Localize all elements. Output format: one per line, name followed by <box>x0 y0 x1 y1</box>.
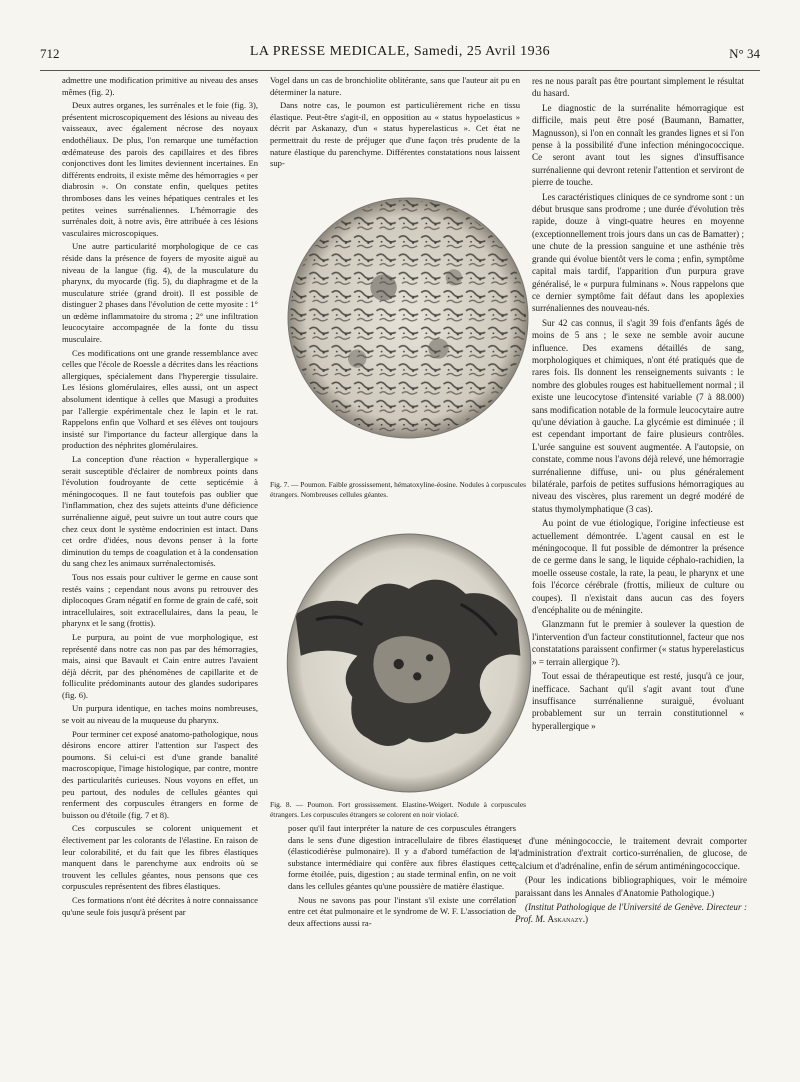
paragraph: Dans notre cas, le poumon est particulièrement riche en tissu élastique. Peut-être s'agit-il, en opposition au « status hypoelasticus » décrit par Askanazy, d'un « status hyperelasticus ». Cet état ne permettrait du reste de préjuger que d'une façon très prudente de la nature élastique du parenchyme. Différentes constatations nous laissent sup- <box>270 100 520 169</box>
journal-title: LA PRESSE MEDICALE, Samedi, 25 Avril 1936 <box>249 44 551 59</box>
paragraph: Au point de vue étiologique, l'origine infectieuse est actuellement démontrée. L'agent causal en est le méningocoque. Il fut possible de démontrer la présence de ce germe dans le sang, le liquide céphalo-rachidien, la moelle osseuse costale, la rate, la peau, le pharynx et une fois l'écorce cérébrale (frottis, milieux de culture ou coupes). Il n'existait dans aucun cas des foyers d'encéphalite ou de méningite. <box>532 518 744 616</box>
paragraph: Une autre particularité morphologique de ce cas réside dans la présence de foyers de myosite aiguë au niveau de la langue (fig. 4), de la musculature du pharynx, du myocarde (fig. 5), du diaphragme et de la musculature striée (grand droit). Il est possible de distinguer 2 phases dans l'évolution de cette myosite : 1° un œdème inflammatoire du stroma ; 2° une infiltration leucocytaire accompagnée de la fonte du tissu musculaire. <box>62 241 258 345</box>
issue-number: N° 34 <box>729 46 760 61</box>
paragraph: Vogel dans un cas de bronchiolite oblitérante, sans que l'auteur ait pu en déterminer la nature. <box>270 75 520 97</box>
paragraph: Le diagnostic de la surrénalite hémorragique est difficile, mais peut être posé (Baumann, Bamatter, Magnusson), si l'on en connaît les grandes lignes et si l'on pense à la possibilité d'une infection méningococcique. Ce seront avant tout les signes d'insuffisance surrénalienne qui devront retenir l'attention et serviront de pierre de touche. <box>532 102 744 188</box>
paragraph: Tout essai de thérapeutique est resté, jusqu'à ce jour, inefficace. Sachant qu'il s'agit avant tout d'une insuffisance surrénalienne suraiguë, évoluant probablement sur un terrain constitutionnel « hyperallergique » <box>532 671 744 731</box>
paragraph: Glanzmann fut le premier à soulever la question de l'intervention d'un facteur constitutionnel, facteur que nos constatations paraissent confirmer (« status hyperelasticus » = terrain allergique ?). <box>532 619 744 667</box>
paragraph: et d'une méningococcie, le traitement devrait comporter l'administration d'extrait cortico-surrénalien, de glucose, de calcium et d'adrénaline, enfin de sérum antiméningococcique. <box>515 836 747 871</box>
paragraph: Le purpura, au point de vue morphologique, est représenté dans notre cas non pas par des hémorragies, mais, ainsi que Bavault et Cain entre autres l'avaient déjà décrit, par des phénomènes de capillarite et de folliculite prédominants autour des glandes sudoripares (fig. 6). <box>62 631 258 700</box>
affiliation <box>515 901 747 926</box>
paragraph: Sur 42 cas connus, il s'agit 39 fois d'enfants âgés de moins de 5 ans ; le sexe ne semble avoir aucune influence. Des examens détaillés de sang, morphologiques et chimiques, n'ont été pratiqués que de rares fois. Ils donnent les renseignements suivants : le nombre des globules rouges est habituellement normal ; il existe une leucocytose d'intensité variable (7 à 88.000) sans modification notable de la formule leucocytaire autre qu'une déviation à gauche. La glycémie est diminuée ; il est cependant important de faire plusieurs contrôles. L'urée sanguine est souvent augmentée. A l'autopsie, on constate, comme nous l'avons déjà relevé, une hémorragie surrénalienne diffuse, uni- ou plus généralement bilatérale, parfois de petites suffusions hémorragiques au niveau des viscères, plus rarement un degré modéré de status thymolymphatique (3 cas). <box>532 317 744 514</box>
paragraph: Nous ne savons pas pour l'instant s'il existe une corrélation entre cet état pulmonaire et le syndrome de W. F. L'association de deux affections aussi ra- <box>288 894 516 928</box>
affiliation-text: (Institut Pathologique de l'Université de Genève. Directeur : Prof. M. <box>515 902 747 925</box>
paragraph: Un purpura identique, en taches moins nombreuses, se voit au niveau de la muqueuse du pharynx. <box>62 703 258 726</box>
paragraph: La conception d'une réaction « hyperallergique » serait susceptible d'éclairer de nombreux points dans l'évolution foudroyante de cette septicémie à méningocoques. Il ne faut toutefois pas oublier que l'inflammation, chez des sujets atteints d'une déficience surrénalienne aiguë, peut suivre un tout autre cours que chez ceux dont le système endocrinien est intact. Dans cet ordre d'idées, nous devons penser à la forte diminution du temps de coagulation et à la condensation du sang chez les animaux surrénalectomisés. <box>62 454 258 569</box>
paragraph: Ces formations n'ont été décrites à notre connaissance qu'une seule fois jusqu'à présent par <box>62 894 258 917</box>
figure-8-caption: Fig. 8. — Poumon. Fort grossissement. Elastine-Weigert. Nodule à corpuscules étrangers. Les corpuscules étrangers se colorent en noir violacé. <box>270 800 526 819</box>
paragraph: Ces corpuscules se colorent uniquement et électivement par les colorants de l'élastine. En raison de leur colorabilité, et du fait que les fibres élastiques manquent dans le parenchyme aux endroits où se trouvent les cellules géantes, nous pensons que ces corpuscules représentent des fibres élastiques. <box>62 823 258 892</box>
paragraph: Tous nos essais pour cultiver le germe en cause sont restés vains ; cependant nous avons pu retrouver des diplocoques Gram négatif en forme de grain de café, soit intracellulaires, soit extracellulaires, dans la peau, le pharynx et le sang (frottis). <box>62 571 258 629</box>
page-header <box>40 30 760 70</box>
column-1 <box>62 75 258 920</box>
column-3-bottom <box>515 835 747 928</box>
micrograph-figure-8 <box>285 532 533 794</box>
column-2-bottom <box>288 823 516 931</box>
paragraph: Pour terminer cet exposé anatomo-pathologique, nous désirons encore attirer l'attention sur l'aspect des poumons. Si celui-ci est d'une grande banalité macroscopique, l'image histologique, par contre, montre des particularités curieuses. Nous voyons en effet, un peu partout, des nodules de cellules géantes qui renferment des corpuscules étrangers en forme de buisson ou d'étoile (fig. 7 et 8). <box>62 728 258 820</box>
figure-7-caption: Fig. 7. — Poumon. Faible grossissement, hématoxyline-éosine. Nodules à corpuscules étrangers. Nombreuses cellules géantes. <box>270 480 526 499</box>
column-3 <box>532 75 744 734</box>
paragraph: res ne nous paraît pas être pourtant simplement le résultat du hasard. <box>532 76 744 99</box>
column-2-top <box>270 75 520 172</box>
paragraph: admettre une modification primitive au niveau des anses mêmes (fig. 2). <box>62 75 258 97</box>
paragraph: poser qu'il faut interpréter la nature de ces corpuscules étrangers dans le sens d'une digestion intracellulaire de fibres élastiques (élasticodiérèse pulmonaire). Il y a d'abord tuméfaction de la substance intermédiaire qui confère aux fibres élastiques cette forme étoilée, puis, digestion ; au stade terminal enfin, on ne voit dans les cellules géantes qu'une poussière de matière élastique. <box>288 823 516 891</box>
page-number: 712 <box>40 46 60 61</box>
micrograph-figure-7 <box>286 196 530 440</box>
paragraph: Les caractéristiques cliniques de ce syndrome sont : un début brusque sans prodrome ; une durée d'évolution très rapide, douze à vingt-quatre heures en moyenne (exceptionnellement trois jours dans un cas de Bamatter) ; une chute de la pression sanguine et une asthénie très grande qui évolue bientôt vers le coma ; enfin, symptôme capital mais tardif, l'apparition d'un purpura grave généralisé, le « purpura fulminans ». Nous rappelons que ce dernier symptôme fait défaut dans les apoplexies surrénaliennes des nouveau-nés. <box>532 191 744 314</box>
affiliation-name: Askanazy.) <box>547 914 589 925</box>
header-rule <box>40 70 760 71</box>
paragraph: Ces modifications ont une grande ressemblance avec celles que l'école de Roessle a décrites dans les réactions allergiques, spécialement dans l'hyperergie tissulaire. Les lésions glomérulaires, elles aussi, ont un aspect absolument identique à celles que Masugi a produites par l'allergie expérimentale chez le lapin et le rat. Rappelons enfin que Volhard et ses élèves ont toujours insisté sur l'importance du facteur allergique dans la production des néphrites glomérulaires. <box>62 347 258 451</box>
paragraph: (Pour les indications bibliographiques, voir le mémoire paraissant dans les Annales d'Anatomie Pathologique.) <box>515 875 747 898</box>
paragraph: Deux autres organes, les surrénales et le foie (fig. 3), présentent microscopiquement des lésions au niveau des vaisseaux, avec également nécrose des noyaux endothéliaux. De plus, l'on remarque une tuméfaction œdémateuse des parois des capillaires et des fibres conjonctives dont les limites deviennent incertaines. En différents endroits, il existe même des hémorragies « per diabrosin ». On constate enfin, quelques petites thromboses dans les veines hépatiques centrales et les petites veines surrénaliennes. L'hémorragie des surrénales doit, à notre avis, être attribuée à ces lésions vasculaires microscopiques. <box>62 100 258 238</box>
